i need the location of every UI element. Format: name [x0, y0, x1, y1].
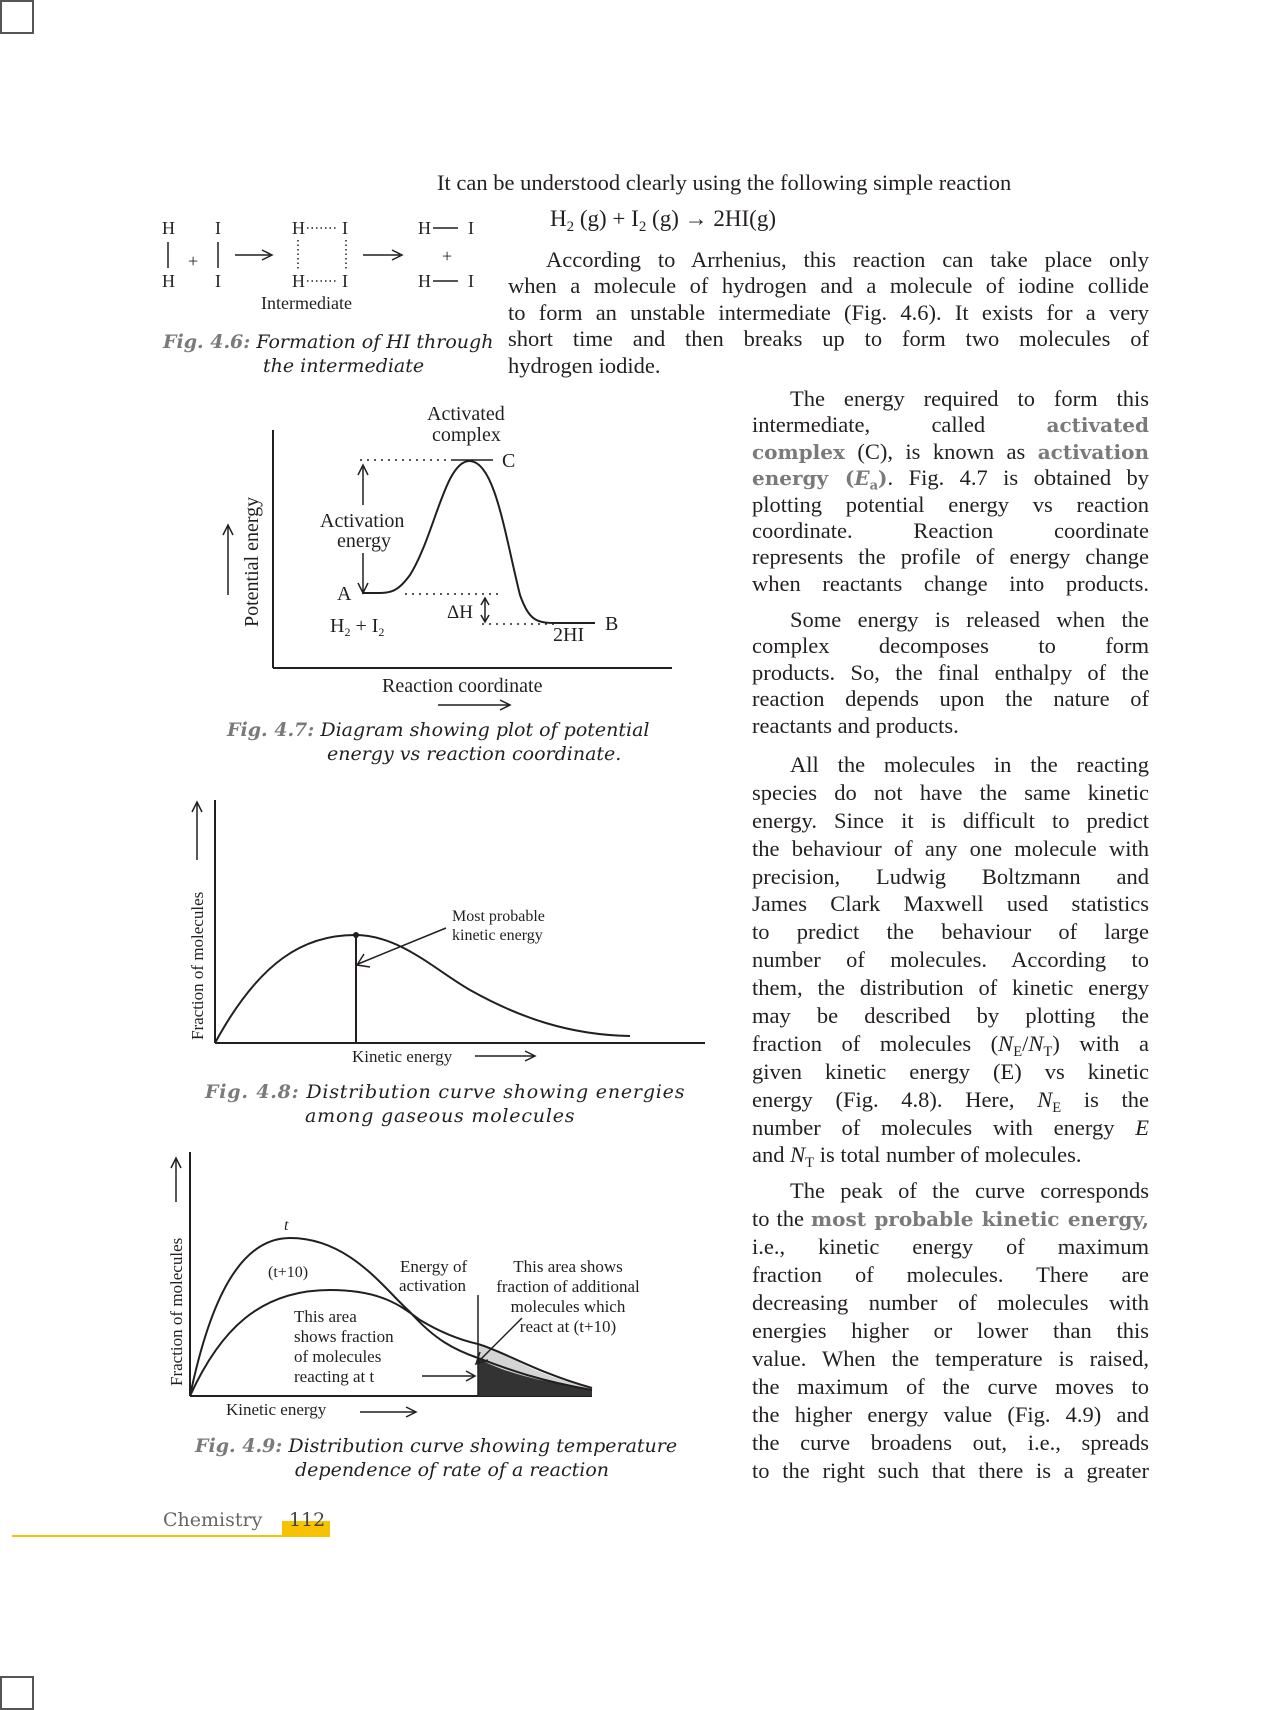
text-line: may be described by plotting the: [752, 1003, 1149, 1029]
activation-energy-label: energy: [337, 530, 392, 552]
paragraph-peak: [752, 1177, 1149, 1485]
intermediate-label: Intermediate: [261, 293, 352, 313]
eq-h: H: [550, 206, 567, 231]
text-span: is the: [1061, 1086, 1149, 1112]
text-line: number of molecules. According to: [752, 947, 1149, 973]
crop-mark-bottom-left: [0, 1676, 34, 1710]
text-line: the behaviour of any one molecule with: [752, 835, 1149, 861]
text-line: complex decomposes to form: [752, 633, 1149, 659]
fig49-temperature-diagram: [160, 1140, 740, 1430]
text-span: energy (: [752, 466, 855, 491]
reactant-h: H: [330, 615, 345, 637]
eq-hi-state: (g): [749, 206, 776, 231]
reactant-sub: 2: [378, 625, 385, 639]
text-line: represents the profile of energy change: [752, 544, 1149, 570]
text-span: E: [1013, 1044, 1023, 1061]
fig48-distribution-diagram: [170, 790, 710, 1070]
products-label: 2HI: [553, 624, 585, 646]
paragraph-activation-energy: [752, 386, 1149, 597]
fig48-label: Fig. 4.8:: [205, 1081, 300, 1103]
activated-complex-label: complex: [432, 424, 501, 446]
reaction-equation: [550, 206, 776, 236]
fig49-label: Fig. 4.9:: [195, 1435, 283, 1457]
atom-i: I: [342, 218, 348, 238]
text-line: reaction depends upon the nature of: [752, 686, 1149, 712]
atom-h: H: [162, 271, 175, 291]
paragraph-arrhenius: [508, 247, 1149, 379]
crop-mark-top-left: [0, 0, 34, 34]
caption-line: the intermediate: [263, 355, 425, 377]
atom-i: I: [215, 218, 221, 238]
area-add-label: fraction of additional: [496, 1277, 640, 1296]
reactant-i: + I: [350, 615, 379, 637]
caption-line: Formation of HI through: [256, 331, 494, 353]
text-span: E: [1135, 1114, 1149, 1140]
term-energy: [752, 466, 888, 494]
x-axis-label: Kinetic energy: [352, 1047, 453, 1066]
area-add-label: react at (t+10): [519, 1317, 617, 1336]
term-activation: activation: [1037, 439, 1149, 464]
text-line: given kinetic energy (E) vs kinetic: [752, 1058, 1149, 1084]
caption-line: dependence of rate of a reaction: [295, 1459, 610, 1481]
text-line: the maximum of the curve moves to: [752, 1374, 1149, 1399]
reactant-sub: 2: [344, 625, 351, 639]
fig46-label: Fig. 4.6:: [163, 331, 251, 353]
eq-plus: +: [612, 206, 626, 231]
atom-h: H: [162, 218, 175, 238]
plus-sign: +: [188, 251, 199, 271]
text-line: [752, 1086, 1149, 1114]
text-line: [752, 439, 1149, 465]
text-span: ) with a: [1052, 1030, 1149, 1056]
text-span: /: [1022, 1030, 1029, 1056]
eq-i-sub: 2: [638, 219, 647, 236]
energy-curve: [362, 461, 595, 623]
term-most-probable-kinetic-energy: most probable kinetic energy: [810, 1207, 1143, 1231]
text-span: called: [931, 412, 986, 438]
text-span: E: [1052, 1099, 1062, 1116]
term-activated: activated: [1046, 413, 1150, 438]
text-line: hydrogen iodide.: [508, 352, 661, 378]
atom-i: I: [342, 271, 348, 291]
caption-line: energy vs reaction coordinate.: [327, 743, 622, 765]
text-line: [752, 1030, 1149, 1061]
text-span: N: [1028, 1030, 1044, 1056]
term-complex: complex: [752, 439, 845, 464]
text-span: a: [869, 478, 879, 494]
footer-subject: Chemistry: [163, 1509, 263, 1531]
text-line: fraction of molecules. There are: [752, 1262, 1149, 1287]
text-span: intermediate,: [752, 412, 871, 438]
text-line: them, the distribution of kinetic energy: [752, 975, 1149, 1001]
eq-hi: 2HI: [713, 206, 750, 231]
fig47-label: Fig. 4.7:: [227, 719, 315, 741]
y-axis-label: Fraction of molecules: [167, 1237, 186, 1386]
text-span: number of molecules with energy: [752, 1114, 1136, 1140]
x-axis-label: Kinetic energy: [226, 1400, 327, 1419]
text-line: coordinate. Reaction coordinate: [752, 517, 1149, 543]
text-span: to the: [752, 1206, 811, 1231]
text-line: The peak of the curve corresponds: [790, 1178, 1149, 1203]
text-line: [752, 1205, 1149, 1233]
point-b-label: B: [605, 613, 619, 635]
text-line: decreasing number of molecules with: [752, 1290, 1149, 1315]
text-span: N: [1037, 1086, 1053, 1112]
text-span: fraction of molecules (: [752, 1030, 999, 1056]
paragraph-energy-released: [752, 607, 1149, 739]
text-span: (C), is known as: [844, 438, 1038, 464]
most-probable-label: Most probable: [452, 908, 545, 925]
energy-activation-label: Energy of: [400, 1257, 468, 1276]
area-t-label: reacting at t: [294, 1367, 375, 1386]
text-line: when a molecule of hydrogen and a molecule of iodine collide: [508, 273, 1149, 299]
text-span: and: [752, 1142, 791, 1168]
fig49-caption: [195, 1434, 677, 1482]
energy-activation-label: activation: [399, 1276, 467, 1295]
text-line: energies higher or lower than this: [752, 1318, 1149, 1343]
text-line: James Clark Maxwell used statistics: [752, 891, 1149, 917]
reactants-label: [330, 615, 384, 639]
eq-h-sub: 2: [566, 219, 575, 236]
text-line: i.e., kinetic energy of maximum: [752, 1234, 1149, 1259]
text-line: value. When the temperature is raised,: [752, 1346, 1149, 1371]
atom-i: I: [468, 218, 474, 238]
text-line: species do not have the same kinetic: [752, 779, 1149, 805]
text-line: reactants and products.: [752, 712, 959, 738]
text-span: ): [878, 466, 888, 491]
fig47-potential-energy-diagram: [220, 395, 680, 715]
fig46-diagram: [150, 210, 490, 320]
text-line: to predict the behaviour of large: [752, 919, 1149, 945]
atom-h: H: [418, 218, 431, 238]
annotation-arrow: [358, 928, 446, 964]
text-span: is total number of molecules.: [814, 1142, 1082, 1168]
text-span: T: [1043, 1044, 1053, 1061]
area-t-label: shows fraction: [294, 1327, 394, 1346]
text-line: [752, 465, 1149, 494]
text-line: Some energy is released when the: [790, 607, 1149, 632]
text-line: to the right such that there is a greater: [752, 1458, 1149, 1483]
caption-line: among gaseous molecules: [305, 1105, 576, 1127]
area-add-label: molecules which: [510, 1297, 626, 1316]
text-span: . Fig. 4.7 is obtained by: [887, 465, 1149, 491]
text-line: to form an unstable intermediate (Fig. 4.6). It exists for a very: [508, 299, 1149, 325]
text-line: the higher energy value (Fig. 4.9) and: [752, 1402, 1149, 1427]
paragraph-molecule-distribution: [752, 751, 1149, 1172]
atom-h: H: [292, 218, 305, 238]
fig48-caption: [205, 1080, 685, 1128]
atom-h: H: [292, 271, 305, 291]
text-line: [752, 412, 1149, 438]
y-axis-label: Fraction of molecules: [188, 891, 207, 1040]
text-span: N: [790, 1142, 806, 1168]
text-span: energy (Fig. 4.8). Here,: [752, 1086, 1038, 1112]
text-line: According to Arrhenius, this reaction can take place only: [546, 247, 1149, 272]
text-span: ,: [1142, 1207, 1150, 1231]
point-c-label: C: [502, 450, 516, 472]
distribution-curve: [215, 935, 630, 1043]
activation-energy-label: Activation: [320, 510, 405, 532]
text-line: plotting potential energy vs reaction: [752, 491, 1149, 517]
atom-i: I: [215, 271, 221, 291]
curve-t10-label: (t+10): [268, 1264, 309, 1281]
activated-complex-label: Activated: [427, 403, 505, 425]
curve-t-label: t: [284, 1217, 289, 1234]
text-span: N: [998, 1030, 1014, 1056]
page-number: 112: [289, 1509, 326, 1531]
area-t-label: of molecules: [294, 1347, 382, 1366]
text-line: short time and then breaks up to form two molecules of: [508, 326, 1149, 352]
atom-h: H: [418, 271, 431, 291]
text-line: energy. Since it is difficult to predict: [752, 807, 1149, 833]
footer-rule: [12, 1535, 330, 1537]
plus-sign: +: [442, 246, 453, 266]
caption-line: Diagram showing plot of potential: [320, 719, 650, 741]
most-probable-label: kinetic energy: [452, 927, 543, 944]
text-line: products. So, the final enthalpy of the: [752, 659, 1149, 685]
text-line: when reactants change into products.: [752, 570, 1149, 596]
text-line: precision, Ludwig Boltzmann and: [752, 863, 1149, 889]
area-t-label: This area: [294, 1307, 357, 1326]
caption-line: Distribution curve showing energies: [306, 1081, 686, 1103]
x-axis-label: Reaction coordinate: [382, 675, 543, 697]
intro-paragraph: [437, 170, 1137, 196]
point-a-label: A: [337, 583, 352, 605]
text-line: The energy required to form this: [790, 386, 1149, 411]
eq-arrow: →: [684, 206, 708, 231]
atom-i: I: [468, 271, 474, 291]
text-line: the curve broadens out, i.e., spreads: [752, 1430, 1149, 1455]
delta-h-label: ΔH: [447, 602, 473, 623]
fig47-caption: [227, 718, 650, 766]
text-span: T: [805, 1155, 815, 1172]
y-axis-label: Potential energy: [241, 496, 263, 627]
text-span: E: [854, 466, 870, 491]
text-line: [752, 1114, 1149, 1142]
eq-h-state: (g): [579, 206, 607, 231]
text-line: [752, 1141, 1149, 1172]
fig46-caption: [163, 330, 493, 378]
text-line: All the molecules in the reacting: [790, 752, 1149, 777]
caption-line: Distribution curve showing temperature: [288, 1435, 678, 1457]
intro-text: It can be understood clearly using the following simple reaction: [437, 170, 1012, 195]
eq-i: I: [631, 206, 639, 231]
area-add-label: This area shows: [513, 1257, 623, 1276]
eq-i-state: (g): [652, 206, 679, 231]
